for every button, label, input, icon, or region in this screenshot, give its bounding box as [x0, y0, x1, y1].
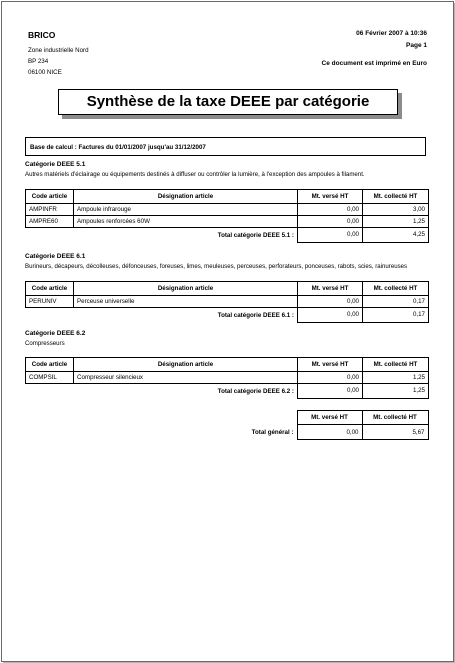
cell-designation: Compresseur silencieux — [74, 372, 298, 384]
address-line-1: Zone industrielle Nord — [28, 47, 89, 54]
category-total-row — [26, 308, 429, 323]
col-header-verse: Mt. versé HT — [298, 190, 363, 204]
category-title: Catégorie DEEE 5.1 — [25, 161, 86, 168]
col-header-designation: Désignation article — [74, 282, 298, 296]
grand-total-collecte: 5,67 — [362, 425, 428, 440]
category-table — [25, 357, 429, 399]
currency-note: Ce document est imprimé en Euro — [321, 60, 427, 67]
col-header-designation: Désignation article — [74, 190, 298, 204]
report-date: 06 Février 2007 à 10:36 — [356, 30, 427, 37]
base-calculation: Base de calcul : Factures du 01/01/2007 jusqu'au 31/12/2007 — [25, 137, 426, 156]
address-line-2: BP 234 — [28, 58, 49, 65]
col-header-designation: Désignation article — [74, 358, 298, 372]
cell-designation: Perceuse universelle — [74, 296, 298, 308]
table-row — [26, 296, 429, 308]
total-verse: 0,00 — [298, 384, 363, 399]
address-line-3: 06100 NICE — [28, 69, 62, 76]
category-title: Catégorie DEEE 6.1 — [25, 253, 86, 260]
cell-code: PERUNIV — [26, 296, 74, 308]
col-header-collecte: Mt. collecté HT — [362, 411, 428, 425]
page-number: Page 1 — [406, 42, 427, 49]
category-description: Compresseurs — [25, 340, 65, 347]
cell-code: AMPRE60 — [26, 216, 74, 228]
col-header-code: Code article — [26, 282, 74, 296]
cell-collecte: 0,17 — [363, 296, 429, 308]
total-label: Total catégorie DEEE 6.2 : — [217, 387, 294, 395]
cell-verse: 0,00 — [298, 204, 363, 216]
category-title: Catégorie DEEE 6.2 — [25, 330, 86, 337]
total-collecte: 0,17 — [363, 308, 429, 323]
col-header-collecte: Mt. collecté HT — [363, 190, 429, 204]
cell-verse: 0,00 — [298, 372, 363, 384]
cell-verse: 0,00 — [298, 296, 363, 308]
grand-total-verse: 0,00 — [297, 425, 362, 440]
cell-code: AMPINFR — [26, 204, 74, 216]
category-description: Autres matériels d'éclairage ou équipements destinés à diffuser ou contrôler la lumière, à l'exception des ampoules à filament. — [25, 171, 365, 178]
total-verse: 0,00 — [298, 308, 363, 323]
grand-total-row — [25, 425, 428, 440]
cell-verse: 0,00 — [298, 216, 363, 228]
table-row — [26, 216, 429, 228]
total-verse: 0,00 — [298, 228, 363, 243]
company-name: BRICO — [28, 30, 56, 40]
col-header-code: Code article — [26, 358, 74, 372]
category-table — [25, 281, 429, 323]
category-total-row — [26, 228, 429, 243]
table-row — [26, 372, 429, 384]
category-total-row — [26, 384, 429, 399]
report-page — [1, 1, 454, 662]
total-collecte: 1,25 — [363, 384, 429, 399]
cell-code: COMPSIL — [26, 372, 74, 384]
cell-collecte: 1,25 — [363, 372, 429, 384]
col-header-verse: Mt. versé HT — [298, 358, 363, 372]
table-row — [26, 204, 429, 216]
col-header-verse: Mt. versé HT — [297, 411, 362, 425]
col-header-collecte: Mt. collecté HT — [363, 358, 429, 372]
grand-total-label: Total général : — [251, 428, 294, 436]
cell-collecte: 1,25 — [363, 216, 429, 228]
col-header-verse: Mt. versé HT — [298, 282, 363, 296]
cell-designation: Ampoules renforcées 60W — [74, 216, 298, 228]
report-title: Synthèse de la taxe DEEE par catégorie — [58, 89, 398, 115]
total-label: Total catégorie DEEE 6.1 : — [217, 311, 294, 319]
total-label: Total catégorie DEEE 5.1 : — [217, 231, 294, 239]
category-description: Burineurs, décapeurs, décolleuses, défonceuses, foreuses, limes, meuleuses, perceuses, perforateurs, ponceuses, rabots, scies, rainureuses — [25, 263, 408, 270]
cell-collecte: 3,00 — [363, 204, 429, 216]
col-header-collecte: Mt. collecté HT — [363, 282, 429, 296]
category-table — [25, 189, 429, 243]
cell-designation: Ampoule infrarouge — [74, 204, 298, 216]
grand-total-table — [25, 410, 429, 440]
col-header-code: Code article — [26, 190, 74, 204]
total-collecte: 4,25 — [363, 228, 429, 243]
